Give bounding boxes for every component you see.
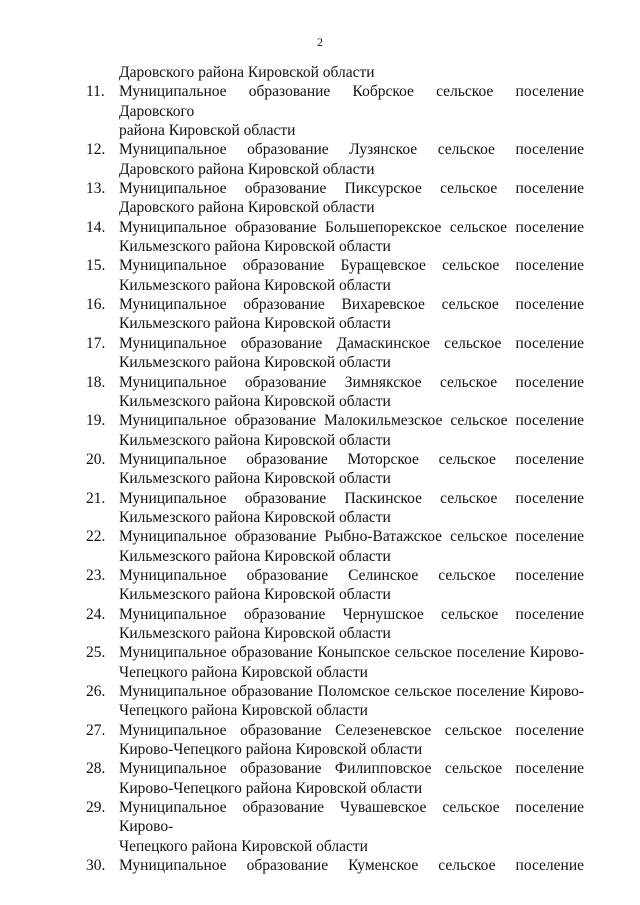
list-item-line1: Муниципальное образование Селинское сельское поселение — [119, 566, 584, 584]
list-item-28 — [86, 759, 584, 798]
list-item-number: 28. — [86, 760, 106, 778]
list-item-number: 15. — [86, 257, 106, 275]
list-item-21 — [86, 489, 584, 528]
list-item-number: 11. — [86, 83, 105, 101]
list-item-line2: Кильмезского района Кировской области — [119, 354, 391, 372]
list-item-11 — [86, 82, 584, 140]
list-item-number: 13. — [86, 180, 106, 198]
list-item-17 — [86, 334, 584, 373]
list-item-line2: Чепецкого района Кировской области — [119, 702, 368, 720]
list-item-line1: Муниципальное образование Куменское сельское поселение — [119, 857, 584, 875]
list-item-12 — [86, 140, 584, 179]
list-item-line: Даровского района Кировской области — [119, 64, 375, 81]
list-item-line1: Муниципальное образование Буращевское сельское поселение — [119, 257, 584, 275]
list-item-line1: Муниципальное образование Коныпское сельское поселение Кирово- — [119, 644, 584, 662]
list-item-26 — [86, 682, 584, 721]
list-item-number: 21. — [86, 489, 106, 507]
list-item-line1: Муниципальное образование Рыбно-Ватажское сельское поселение — [119, 528, 584, 546]
list-item-24 — [86, 605, 584, 644]
list-item-number: 26. — [86, 683, 106, 700]
list-item-line1: Муниципальное образование Паскинское сельское поселение — [119, 489, 584, 507]
list-item-line2: Даровского района Кировской области — [119, 160, 375, 178]
list-item-line1: Муниципальное образование Пиксурское сельское поселение — [119, 180, 584, 198]
list-item-line1: Муниципальное образование Поломское сельское поселение Кирово- — [119, 683, 584, 700]
list-item-15 — [86, 256, 584, 295]
list-item-line2: Кильмезского района Кировской области — [119, 238, 391, 256]
list-item-line2: Кильмезского района Кировской области — [119, 508, 391, 526]
list-item-number: 17. — [86, 334, 106, 352]
municipality-list — [86, 63, 584, 875]
list-item-number: 30. — [86, 857, 106, 875]
list-item-line2: Кильмезского района Кировской области — [119, 624, 391, 642]
list-item-number: 19. — [86, 412, 106, 430]
list-item-line2: Кирово-Чепецкого района Кировской области — [119, 779, 423, 797]
list-item-22 — [86, 527, 584, 566]
list-item-line2: Кильмезского района Кировской области — [119, 431, 391, 449]
list-item-line2: Кильмезского района Кировской области — [119, 470, 391, 488]
list-item-line1: Муниципальное образование Чернушское сельское поселение — [119, 605, 584, 623]
list-item-number: 20. — [86, 450, 106, 468]
list-item-number: 14. — [86, 218, 106, 236]
list-item-line1: Муниципальное образование Лузянское сельское поселение — [119, 141, 584, 159]
list-item-line1: Муниципальное образование Большепорекское сельское поселение — [119, 218, 584, 236]
list-item-line2: Чепецкого района Кировской области — [119, 837, 368, 855]
list-item-line1: Муниципальное образование Кобрское сельское поселение Даровского — [119, 83, 584, 120]
list-item-number: 23. — [86, 566, 106, 584]
list-item-line2: района Кировской области — [119, 122, 296, 140]
list-item-line1: Муниципальное образование Филипповское сельское поселение — [119, 760, 584, 778]
list-item-25 — [86, 643, 584, 682]
list-item-line1: Муниципальное образование Малокильмезское сельское поселение — [119, 412, 584, 430]
list-item-number: 16. — [86, 296, 106, 314]
list-item-number: 24. — [86, 605, 106, 623]
list-item-line2: Чепецкого района Кировской области — [119, 663, 368, 681]
list-item-line2: Кильмезского района Кировской области — [119, 586, 391, 604]
list-item-line1: Муниципальное образование Моторское сельское поселение — [119, 450, 584, 468]
list-item-line2: Кирово-Чепецкого района Кировской области — [119, 741, 423, 759]
page-number: 2 — [317, 35, 323, 49]
list-item-line1: Муниципальное образование Дамаскинское сельское поселение — [119, 334, 584, 352]
list-item-line2: Кильмезского района Кировской области — [119, 547, 391, 565]
list-item-line2: Кильмезского района Кировской области — [119, 392, 391, 410]
list-item-14 — [86, 218, 584, 257]
list-item-number: 27. — [86, 721, 106, 739]
list-item-line1: Муниципальное образование Вихаревское сельское поселение — [119, 296, 584, 314]
list-item-18 — [86, 373, 584, 412]
list-item-continuation — [86, 63, 584, 82]
list-item-number: 22. — [86, 528, 106, 546]
list-item-line2: Кильмезского района Кировской области — [119, 276, 391, 294]
list-item-23 — [86, 566, 584, 605]
list-item-30 — [86, 856, 584, 875]
list-item-19 — [86, 411, 584, 450]
list-item-number: 29. — [86, 799, 106, 817]
list-item-number: 18. — [86, 373, 106, 391]
list-item-29 — [86, 798, 584, 856]
list-item-line2: Кильмезского района Кировской области — [119, 315, 391, 333]
list-item-number: 25. — [86, 644, 106, 662]
list-item-13 — [86, 179, 584, 218]
list-item-line1: Муниципальное образование Селезеневское сельское поселение — [119, 721, 584, 739]
list-item-27 — [86, 721, 584, 760]
list-item-line1: Муниципальное образование Чувашевское сельское поселение Кирово- — [119, 799, 584, 836]
list-item-16 — [86, 295, 584, 334]
list-item-line2: Даровского района Кировской области — [119, 199, 375, 217]
list-item-20 — [86, 450, 584, 489]
list-item-number: 12. — [86, 141, 106, 159]
list-item-line1: Муниципальное образование Зимнякское сельское поселение — [119, 373, 584, 391]
